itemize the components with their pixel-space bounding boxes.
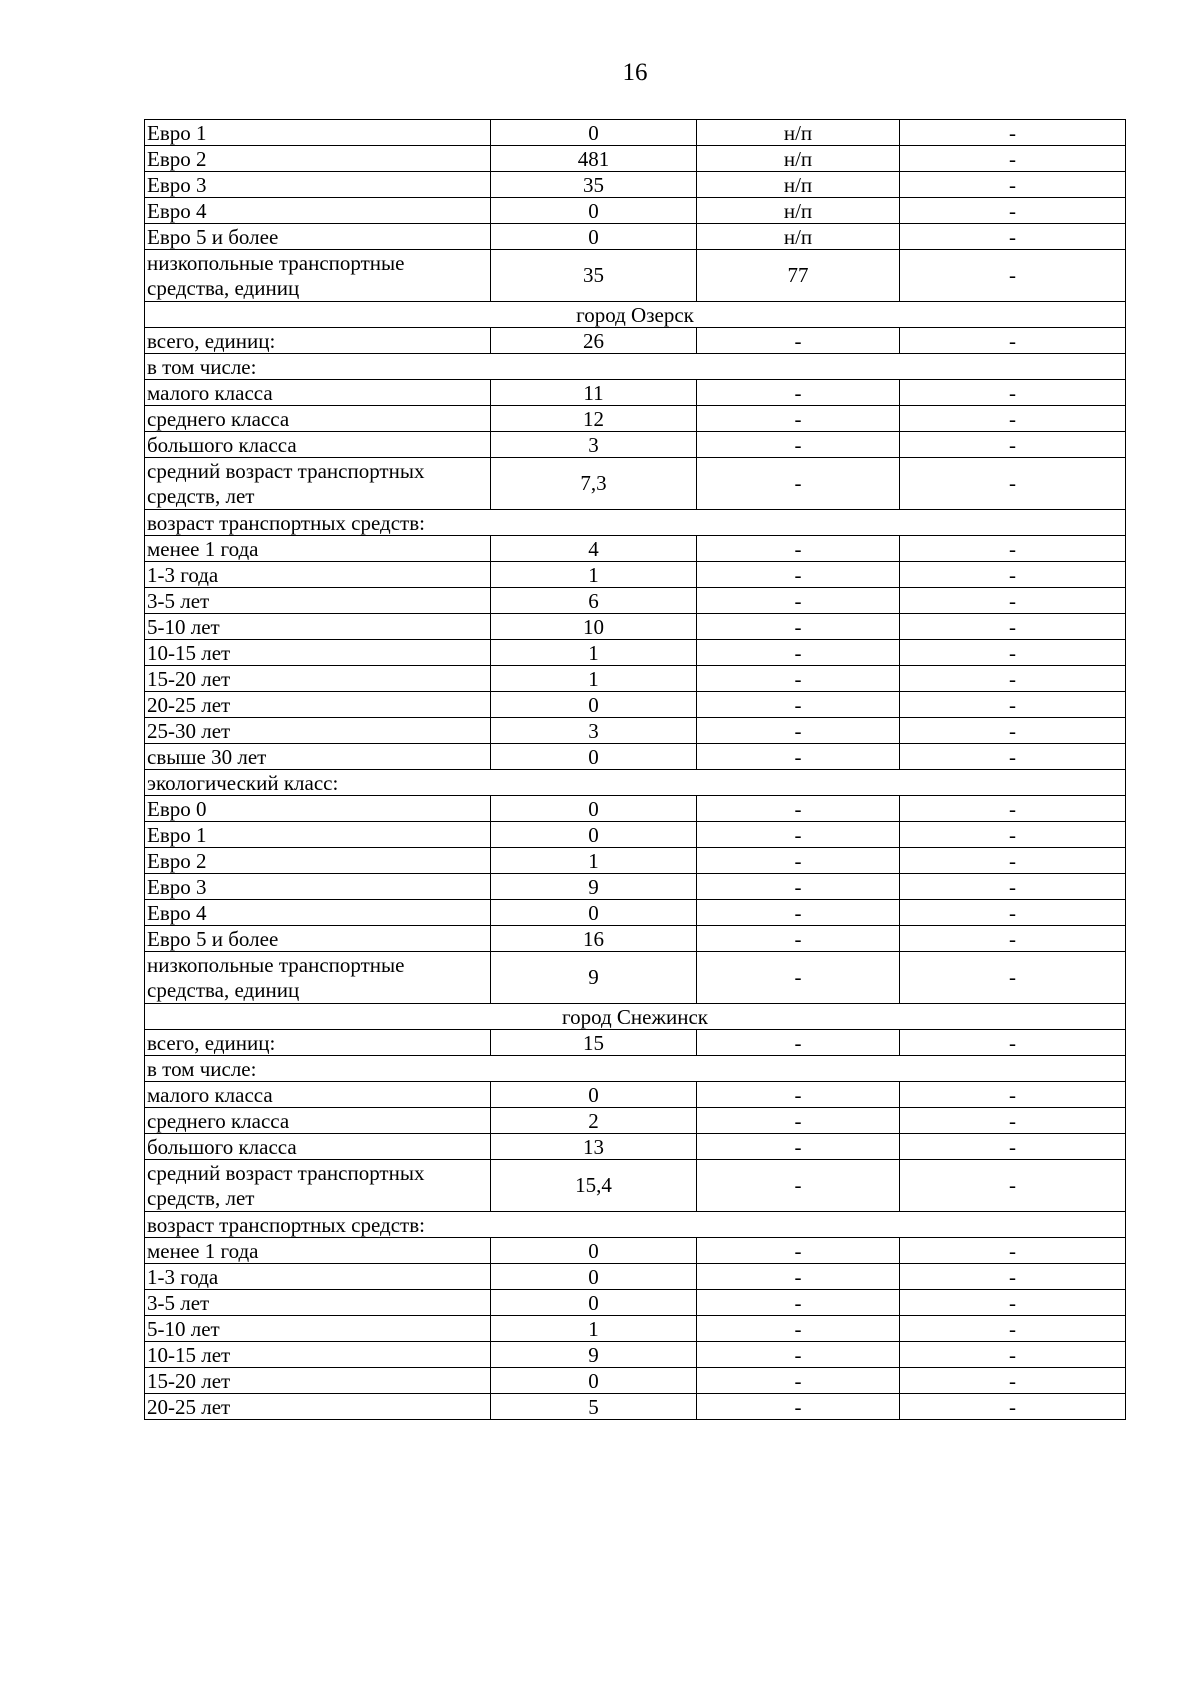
value-cell-col1: 15 xyxy=(491,1030,697,1056)
value-cell-col3: - xyxy=(900,406,1126,432)
value-cell-col3: - xyxy=(900,1342,1126,1368)
table-row xyxy=(145,198,1126,224)
value-cell-col2: - xyxy=(697,874,900,900)
table-row xyxy=(145,1342,1126,1368)
value-cell-col3: - xyxy=(900,796,1126,822)
row-label: 5-10 лет xyxy=(145,614,491,640)
value-cell-col1: 11 xyxy=(491,380,697,406)
table-row xyxy=(145,718,1126,744)
value-cell-col1: 0 xyxy=(491,1290,697,1316)
row-label: всего, единиц: xyxy=(145,1030,491,1056)
table-row xyxy=(145,172,1126,198)
value-cell-col3: - xyxy=(900,1238,1126,1264)
row-label: малого класса xyxy=(145,380,491,406)
value-cell-col1: 9 xyxy=(491,952,697,1004)
value-cell-col1: 2 xyxy=(491,1108,697,1134)
table-row xyxy=(145,822,1126,848)
value-cell-col1: 16 xyxy=(491,926,697,952)
table-row xyxy=(145,952,1126,1004)
value-cell-col1: 0 xyxy=(491,1082,697,1108)
table-row xyxy=(145,1056,1126,1082)
row-label: 20-25 лет xyxy=(145,1394,491,1420)
table-row xyxy=(145,1082,1126,1108)
value-cell-col3: - xyxy=(900,562,1126,588)
row-label: среднего класса xyxy=(145,406,491,432)
value-cell-col1: 1 xyxy=(491,666,697,692)
table-row xyxy=(145,302,1126,328)
row-label: большого класса xyxy=(145,1134,491,1160)
row-label: Евро 5 и более xyxy=(145,224,491,250)
value-cell-col3: - xyxy=(900,224,1126,250)
row-label: менее 1 года xyxy=(145,536,491,562)
value-cell-col3: - xyxy=(900,718,1126,744)
table-row xyxy=(145,562,1126,588)
group-label: в том числе: xyxy=(145,354,1126,380)
value-cell-col2: - xyxy=(697,1394,900,1420)
value-cell-col3: - xyxy=(900,1082,1126,1108)
value-cell-col2: н/п xyxy=(697,120,900,146)
row-label: менее 1 года xyxy=(145,1238,491,1264)
value-cell-col2: - xyxy=(697,432,900,458)
value-cell-col3: - xyxy=(900,250,1126,302)
value-cell-col1: 0 xyxy=(491,822,697,848)
value-cell-col2: - xyxy=(697,1316,900,1342)
table-row xyxy=(145,1394,1126,1420)
row-label: всего, единиц: xyxy=(145,328,491,354)
row-label: Евро 1 xyxy=(145,822,491,848)
value-cell-col3: - xyxy=(900,1394,1126,1420)
table-row xyxy=(145,1108,1126,1134)
row-label: 5-10 лет xyxy=(145,1316,491,1342)
value-cell-col1: 9 xyxy=(491,1342,697,1368)
row-label: Евро 5 и более xyxy=(145,926,491,952)
group-label: в том числе: xyxy=(145,1056,1126,1082)
row-label: 15-20 лет xyxy=(145,666,491,692)
value-cell-col1: 1 xyxy=(491,640,697,666)
row-label: 15-20 лет xyxy=(145,1368,491,1394)
row-label: Евро 2 xyxy=(145,848,491,874)
value-cell-col3: - xyxy=(900,172,1126,198)
value-cell-col2: - xyxy=(697,848,900,874)
table-row xyxy=(145,536,1126,562)
value-cell-col1: 10 xyxy=(491,614,697,640)
value-cell-col2: - xyxy=(697,1030,900,1056)
table-row xyxy=(145,458,1126,510)
value-cell-col3: - xyxy=(900,120,1126,146)
table-body xyxy=(145,120,1126,1420)
row-label: Евро 4 xyxy=(145,198,491,224)
value-cell-col2: - xyxy=(697,588,900,614)
value-cell-col3: - xyxy=(900,1030,1126,1056)
page-number: 16 xyxy=(622,59,648,86)
group-label: экологический класс: xyxy=(145,770,1126,796)
row-label: средний возраст транспортных средств, лет xyxy=(145,1160,491,1212)
data-table xyxy=(144,119,1126,1420)
value-cell-col1: 0 xyxy=(491,692,697,718)
value-cell-col1: 0 xyxy=(491,1368,697,1394)
value-cell-col1: 0 xyxy=(491,1238,697,1264)
group-label: возраст транспортных средств: xyxy=(145,1212,1126,1238)
value-cell-col1: 6 xyxy=(491,588,697,614)
value-cell-col2: - xyxy=(697,822,900,848)
value-cell-col3: - xyxy=(900,640,1126,666)
table-row xyxy=(145,250,1126,302)
table-row xyxy=(145,1238,1126,1264)
value-cell-col1: 9 xyxy=(491,874,697,900)
table-row xyxy=(145,224,1126,250)
value-cell-col1: 0 xyxy=(491,120,697,146)
value-cell-col1: 1 xyxy=(491,848,697,874)
table-row xyxy=(145,146,1126,172)
row-label: Евро 1 xyxy=(145,120,491,146)
value-cell-col3: - xyxy=(900,1316,1126,1342)
value-cell-col1: 0 xyxy=(491,796,697,822)
row-label: низкопольные транспортные средства, единиц xyxy=(145,250,491,302)
value-cell-col3: - xyxy=(900,926,1126,952)
value-cell-col3: - xyxy=(900,198,1126,224)
row-label: свыше 30 лет xyxy=(145,744,491,770)
value-cell-col3: - xyxy=(900,874,1126,900)
table-row xyxy=(145,1134,1126,1160)
value-cell-col3: - xyxy=(900,744,1126,770)
value-cell-col3: - xyxy=(900,536,1126,562)
row-label: 20-25 лет xyxy=(145,692,491,718)
value-cell-col2: н/п xyxy=(697,224,900,250)
value-cell-col1: 0 xyxy=(491,744,697,770)
value-cell-col2: - xyxy=(697,562,900,588)
row-label: 3-5 лет xyxy=(145,588,491,614)
value-cell-col3: - xyxy=(900,380,1126,406)
table-row xyxy=(145,796,1126,822)
table-row xyxy=(145,380,1126,406)
row-label: 10-15 лет xyxy=(145,1342,491,1368)
value-cell-col3: - xyxy=(900,1368,1126,1394)
value-cell-col1: 4 xyxy=(491,536,697,562)
row-label: низкопольные транспортные средства, единиц xyxy=(145,952,491,1004)
table-row xyxy=(145,1030,1126,1056)
row-label: большого класса xyxy=(145,432,491,458)
row-label: 3-5 лет xyxy=(145,1290,491,1316)
value-cell-col1: 12 xyxy=(491,406,697,432)
value-cell-col1: 0 xyxy=(491,224,697,250)
value-cell-col1: 0 xyxy=(491,900,697,926)
row-label: 10-15 лет xyxy=(145,640,491,666)
value-cell-col1: 5 xyxy=(491,1394,697,1420)
value-cell-col1: 1 xyxy=(491,1316,697,1342)
group-label: возраст транспортных средств: xyxy=(145,510,1126,536)
row-label: Евро 4 xyxy=(145,900,491,926)
value-cell-col1: 3 xyxy=(491,718,697,744)
value-cell-col3: - xyxy=(900,692,1126,718)
value-cell-col3: - xyxy=(900,614,1126,640)
value-cell-col1: 15,4 xyxy=(491,1160,697,1212)
table-row xyxy=(145,1368,1126,1394)
value-cell-col1: 1 xyxy=(491,562,697,588)
table-row xyxy=(145,432,1126,458)
section-title: город Озерск xyxy=(145,302,1126,328)
row-label: Евро 0 xyxy=(145,796,491,822)
row-label: 1-3 года xyxy=(145,562,491,588)
table-row xyxy=(145,588,1126,614)
table-row xyxy=(145,1264,1126,1290)
value-cell-col2: - xyxy=(697,328,900,354)
value-cell-col3: - xyxy=(900,1160,1126,1212)
value-cell-col2: - xyxy=(697,692,900,718)
value-cell-col1: 3 xyxy=(491,432,697,458)
row-label: малого класса xyxy=(145,1082,491,1108)
value-cell-col2: - xyxy=(697,1264,900,1290)
value-cell-col1: 13 xyxy=(491,1134,697,1160)
value-cell-col2: - xyxy=(697,458,900,510)
value-cell-col2: н/п xyxy=(697,172,900,198)
value-cell-col3: - xyxy=(900,1108,1126,1134)
value-cell-col3: - xyxy=(900,900,1126,926)
value-cell-col1: 26 xyxy=(491,328,697,354)
table-row xyxy=(145,666,1126,692)
value-cell-col3: - xyxy=(900,1134,1126,1160)
value-cell-col2: - xyxy=(697,1368,900,1394)
table-row xyxy=(145,900,1126,926)
value-cell-col1: 35 xyxy=(491,172,697,198)
value-cell-col2: - xyxy=(697,640,900,666)
table-row xyxy=(145,744,1126,770)
value-cell-col2: - xyxy=(697,1134,900,1160)
value-cell-col2: - xyxy=(697,744,900,770)
table-row xyxy=(145,692,1126,718)
value-cell-col1: 7,3 xyxy=(491,458,697,510)
value-cell-col2: - xyxy=(697,796,900,822)
table-row xyxy=(145,354,1126,380)
value-cell-col3: - xyxy=(900,328,1126,354)
table-row xyxy=(145,1160,1126,1212)
value-cell-col2: - xyxy=(697,1238,900,1264)
table-row xyxy=(145,848,1126,874)
value-cell-col3: - xyxy=(900,432,1126,458)
value-cell-col1: 0 xyxy=(491,198,697,224)
value-cell-col2: - xyxy=(697,1290,900,1316)
value-cell-col2: - xyxy=(697,718,900,744)
value-cell-col2: н/п xyxy=(697,198,900,224)
row-label: средний возраст транспортных средств, лет xyxy=(145,458,491,510)
section-title: город Снежинск xyxy=(145,1004,1126,1030)
table-row xyxy=(145,874,1126,900)
value-cell-col2: - xyxy=(697,926,900,952)
value-cell-col2: - xyxy=(697,1160,900,1212)
value-cell-col2: н/п xyxy=(697,146,900,172)
value-cell-col2: - xyxy=(697,900,900,926)
value-cell-col1: 0 xyxy=(491,1264,697,1290)
table-row xyxy=(145,926,1126,952)
value-cell-col3: - xyxy=(900,666,1126,692)
value-cell-col2: - xyxy=(697,380,900,406)
row-label: 1-3 года xyxy=(145,1264,491,1290)
value-cell-col3: - xyxy=(900,588,1126,614)
value-cell-col3: - xyxy=(900,1290,1126,1316)
row-label: Евро 3 xyxy=(145,172,491,198)
row-label: Евро 3 xyxy=(145,874,491,900)
table-row xyxy=(145,1316,1126,1342)
table-row xyxy=(145,1212,1126,1238)
value-cell-col2: - xyxy=(697,952,900,1004)
value-cell-col3: - xyxy=(900,952,1126,1004)
table-row xyxy=(145,640,1126,666)
value-cell-col2: - xyxy=(697,1342,900,1368)
table-row xyxy=(145,328,1126,354)
value-cell-col3: - xyxy=(900,822,1126,848)
table-row xyxy=(145,510,1126,536)
value-cell-col2: - xyxy=(697,666,900,692)
value-cell-col3: - xyxy=(900,146,1126,172)
table-row xyxy=(145,1004,1126,1030)
value-cell-col1: 35 xyxy=(491,250,697,302)
value-cell-col2: - xyxy=(697,406,900,432)
table-row xyxy=(145,120,1126,146)
value-cell-col3: - xyxy=(900,848,1126,874)
row-label: 25-30 лет xyxy=(145,718,491,744)
value-cell-col2: - xyxy=(697,1108,900,1134)
value-cell-col3: - xyxy=(900,458,1126,510)
value-cell-col3: - xyxy=(900,1264,1126,1290)
value-cell-col2: 77 xyxy=(697,250,900,302)
table-row xyxy=(145,614,1126,640)
value-cell-col2: - xyxy=(697,536,900,562)
table-row xyxy=(145,406,1126,432)
value-cell-col2: - xyxy=(697,614,900,640)
table-row xyxy=(145,770,1126,796)
value-cell-col2: - xyxy=(697,1082,900,1108)
row-label: среднего класса xyxy=(145,1108,491,1134)
value-cell-col1: 481 xyxy=(491,146,697,172)
row-label: Евро 2 xyxy=(145,146,491,172)
table-row xyxy=(145,1290,1126,1316)
